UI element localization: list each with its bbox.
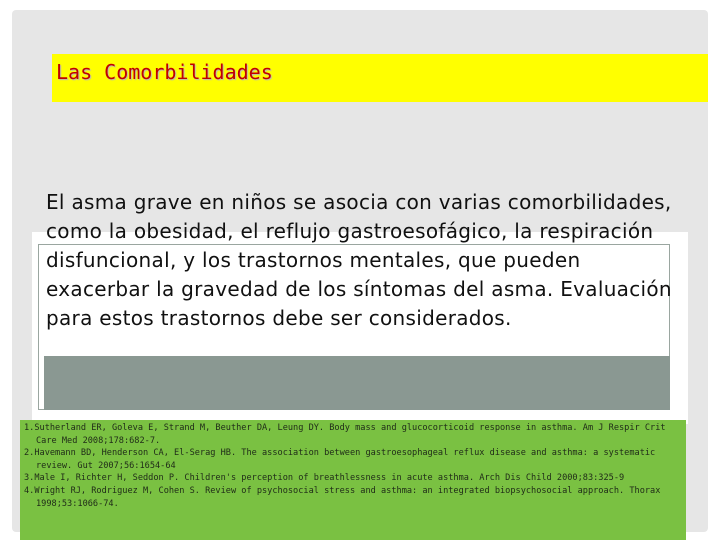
references-box [20,420,686,540]
references-list [24,422,682,510]
reference-item: 3.Male I, Richter H, Seddon P. Children's perception of breathlessness in acute asthma. Arch Dis Child 2000;83:325-9 [24,473,625,484]
slide-title: Las Comorbilidades [56,60,273,84]
reference-item: 2.Havemann BD, Henderson CA, El-Serag HB. The association between gastroesophageal reflux disease and asthma: a systematic review. Gut 2007;56:1654-64 [24,448,656,471]
title-highlight-bar [52,54,708,102]
decorative-gray-band [44,356,670,410]
body-paragraph: El asma grave en niños se asocia con varias comorbilidades, como la obesidad, el reflujo gastroesofágico, la respiración disfuncional, y los trastornos mentales, que pueden exacerbar la gravedad de los síntomas del asma. Evaluación para estos trastornos debe ser considerados. [46,190,672,330]
reference-item: 4.Wright RJ, Rodriguez M, Cohen S. Review of psychosocial stress and asthma: an integrated biopsychosocial approach. Thorax 1998;53:1066-74. [24,485,661,509]
reference-item: 1.Sutherland ER, Goleva E, Strand M, Beuther DA, Leung DY. Body mass and glucocorticoid response in asthma. Am J Respir Crit Care Med 2008;178:682-7. [24,423,666,446]
